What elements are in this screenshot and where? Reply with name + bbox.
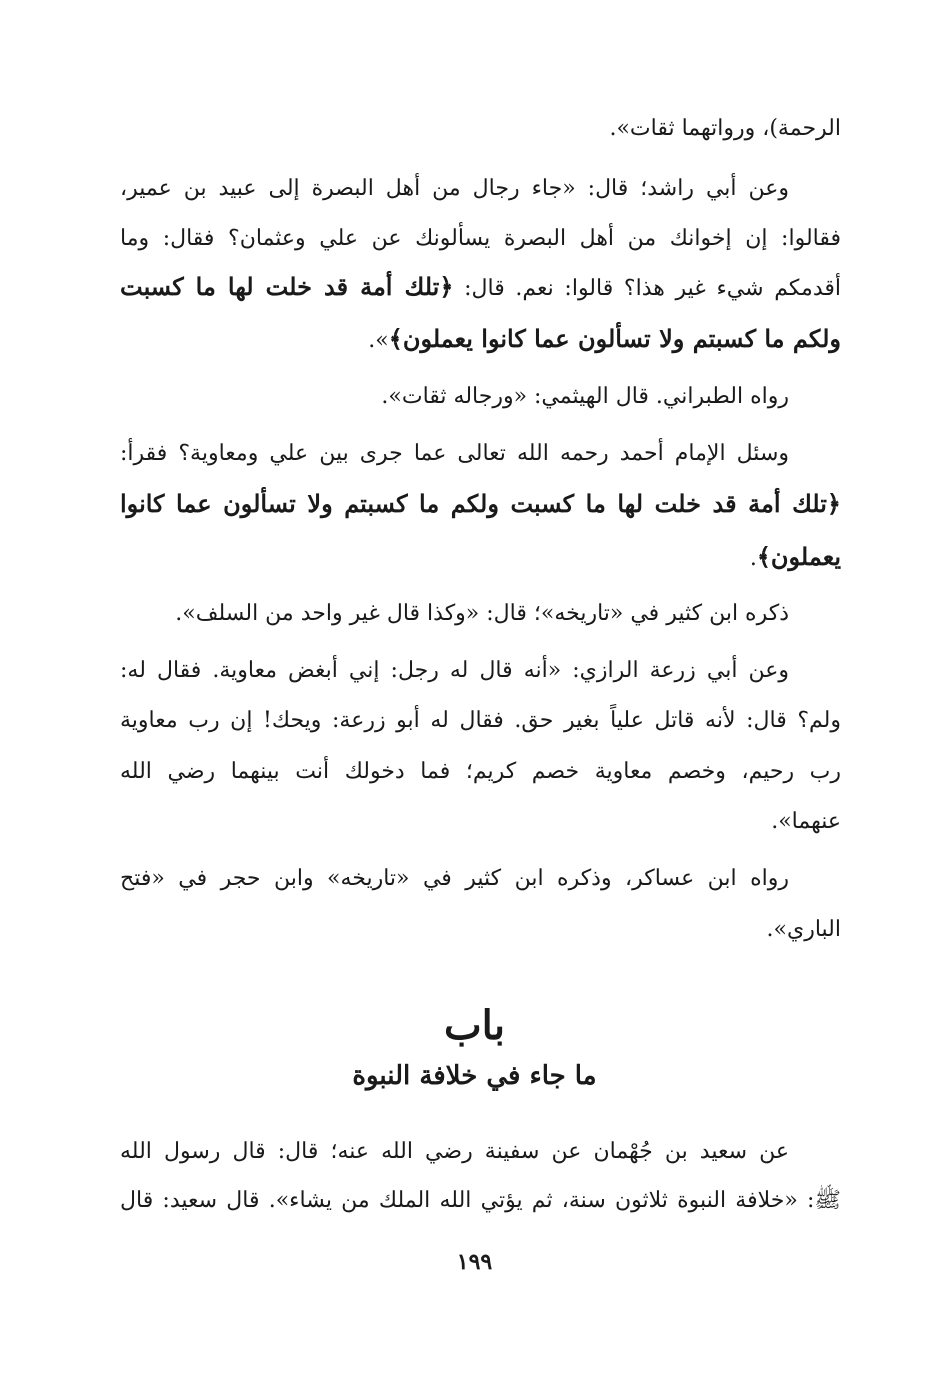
text-line-13: رب رحيم، وخصم معاوية خصم كريم؛ فما دخولك أنت بينهما رضي الله (120, 759, 841, 784)
chapter-subtitle: ما جاء في خلافة النبوة (352, 1061, 597, 1091)
chapter-title: باب (444, 1002, 505, 1049)
text-line-2: وعن أبي راشد؛ قال: «جاء رجال من أهل البصرة إلى عبيد بن عمير، (120, 176, 789, 201)
text-line-18: ﷺ: «خلافة النبوة ثلاثون سنة، ثم يؤتي الله الملك من يشاء». قال سعيد: قال (120, 1188, 841, 1213)
text-line-9 (120, 540, 841, 580)
text-line-15: رواه ابن عساكر، وذكره ابن كثير في «تاريخه» وابن حجر في «فتح (120, 866, 789, 891)
text-line-3: فقالوا: إن إخوانك من أهل البصرة يسألونك عن علي وعثمان؟ فقال: وما (120, 226, 841, 251)
text-line-4-start: أقدمكم شيء غير هذا؟ قالوا: نعم. قال: (453, 276, 841, 301)
text-line-17: عن سعيد بن جُهْمان عن سفينة رضي الله عنه؛ قال: قال رسول الله (120, 1139, 789, 1164)
text-line-5-end: ». (368, 328, 389, 353)
text-line-11: وعن أبي زرعة الرازي: «أنه قال له رجل: إني أبغض معاوية. فقال له: (120, 658, 789, 683)
text-line-12: ولم؟ قال: لأنه قاتل علياً بغير حق. فقال له أبو زرعة: ويحك! إن رب معاوية (120, 708, 841, 733)
text-line-6: رواه الطبراني. قال الهيثمي: «ورجاله ثقات». (381, 384, 789, 409)
quran-verse-1-end: ولكم ما كسبتم ولا تسألون عما كانوا يعملون﴾ (388, 324, 841, 353)
text-line-14: عنهما». (771, 809, 841, 834)
text-line-1: الرحمة)، ورواتهما ثقات». (609, 116, 841, 141)
text-line-4 (120, 270, 841, 310)
quran-verse-1-start: ﴿تلك أمة قد خلت لها ما كسبت (120, 272, 454, 301)
text-line-5 (120, 322, 841, 362)
text-line-16: الباري». (766, 917, 841, 942)
quran-verse-2-end: يعملون﴾ (756, 542, 841, 571)
quran-verse-2-start: ﴿تلك أمة قد خلت لها ما كسبت ولكم ما كسبتم ولا تسألون عما كانوا (120, 489, 841, 518)
text-line-9-end: . (749, 546, 757, 571)
text-line-10: ذكره ابن كثير في «تاريخه»؛ قال: «وكذا قال غير واحد من السلف». (175, 601, 789, 626)
page-number: ١٩٩ (456, 1249, 493, 1275)
text-line-7: وسئل الإمام أحمد رحمه الله تعالى عما جرى بين علي ومعاوية؟ فقرأ: (120, 441, 789, 466)
